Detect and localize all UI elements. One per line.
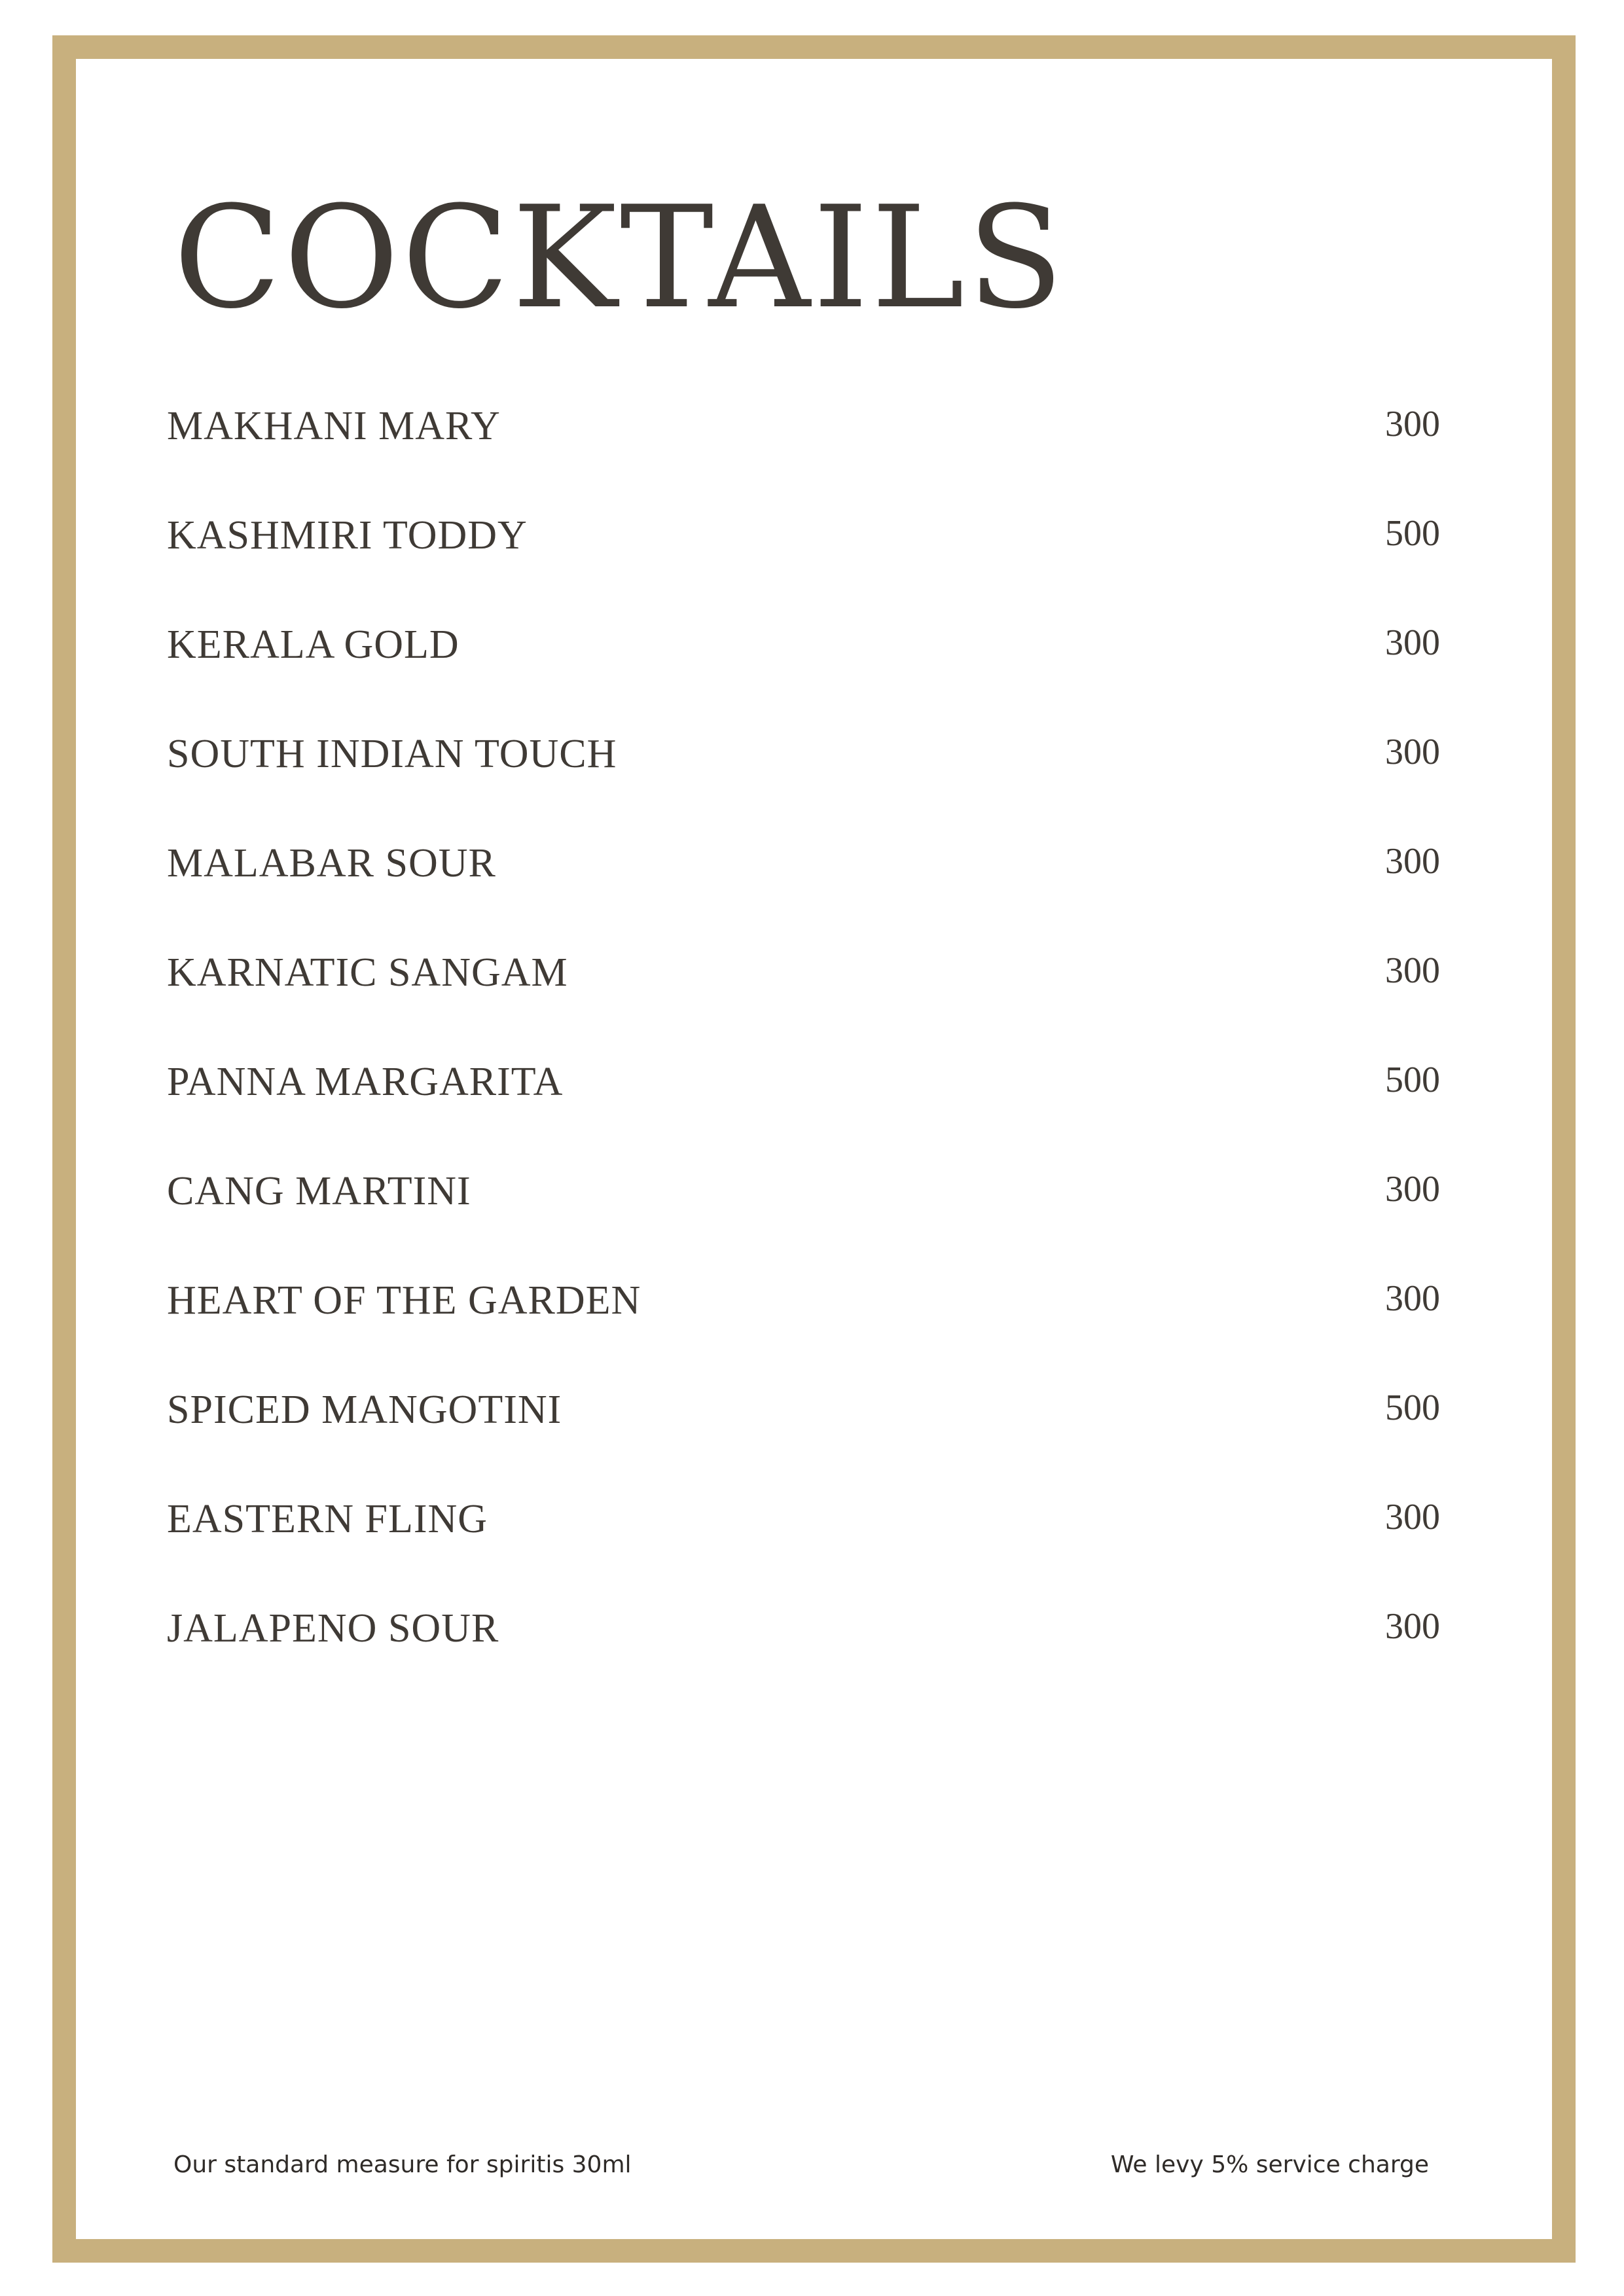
menu-item-price: 500 bbox=[1385, 1388, 1440, 1428]
menu-item bbox=[167, 515, 1440, 624]
menu-item-name: KARNATIC SANGAM bbox=[167, 950, 568, 995]
menu-item-price: 300 bbox=[1385, 732, 1440, 772]
menu-item-name: MALABAR SOUR bbox=[167, 841, 496, 886]
menu-item-price: 300 bbox=[1385, 1169, 1440, 1210]
menu-item-price: 300 bbox=[1385, 1606, 1440, 1647]
menu-item-price: 300 bbox=[1385, 622, 1440, 663]
menu-item bbox=[167, 624, 1440, 734]
measure-note: Our standard measure for spiritis 30ml bbox=[173, 2151, 632, 2178]
cocktail-list bbox=[167, 406, 1440, 1717]
menu-item-name: HEART OF THE GARDEN bbox=[167, 1278, 641, 1323]
menu-item-name: SOUTH INDIAN TOUCH bbox=[167, 732, 617, 776]
menu-item-name: MAKHANI MARY bbox=[167, 404, 501, 448]
menu-item-price: 500 bbox=[1385, 1060, 1440, 1100]
menu-item bbox=[167, 1390, 1440, 1499]
menu-item-price: 300 bbox=[1385, 841, 1440, 882]
menu-item-name: JALAPENO SOUR bbox=[167, 1606, 499, 1651]
menu-item bbox=[167, 1608, 1440, 1717]
menu-title: COCKTAILS bbox=[173, 175, 1066, 340]
menu-item-name: PANNA MARGARITA bbox=[167, 1060, 564, 1104]
menu-item bbox=[167, 734, 1440, 843]
menu-item bbox=[167, 843, 1440, 952]
menu-item-price: 300 bbox=[1385, 950, 1440, 991]
menu-item bbox=[167, 952, 1440, 1062]
menu-item bbox=[167, 1280, 1440, 1390]
menu-item bbox=[167, 406, 1440, 515]
menu-item-name: SPICED MANGOTINI bbox=[167, 1388, 562, 1432]
menu-item-name: EASTERN FLING bbox=[167, 1497, 488, 1541]
menu-item-price: 300 bbox=[1385, 1278, 1440, 1319]
service-charge-note: We levy 5% service charge bbox=[1110, 2151, 1429, 2178]
menu-item-name: KERALA GOLD bbox=[167, 622, 460, 667]
menu-item-price: 500 bbox=[1385, 513, 1440, 554]
menu-item-name: CANG MARTINI bbox=[167, 1169, 471, 1213]
menu-item-price: 300 bbox=[1385, 1497, 1440, 1537]
menu-item bbox=[167, 1499, 1440, 1608]
menu-item-name: KASHMIRI TODDY bbox=[167, 513, 528, 558]
menu-item-price: 300 bbox=[1385, 404, 1440, 444]
menu-item bbox=[167, 1062, 1440, 1171]
menu-item bbox=[167, 1171, 1440, 1280]
